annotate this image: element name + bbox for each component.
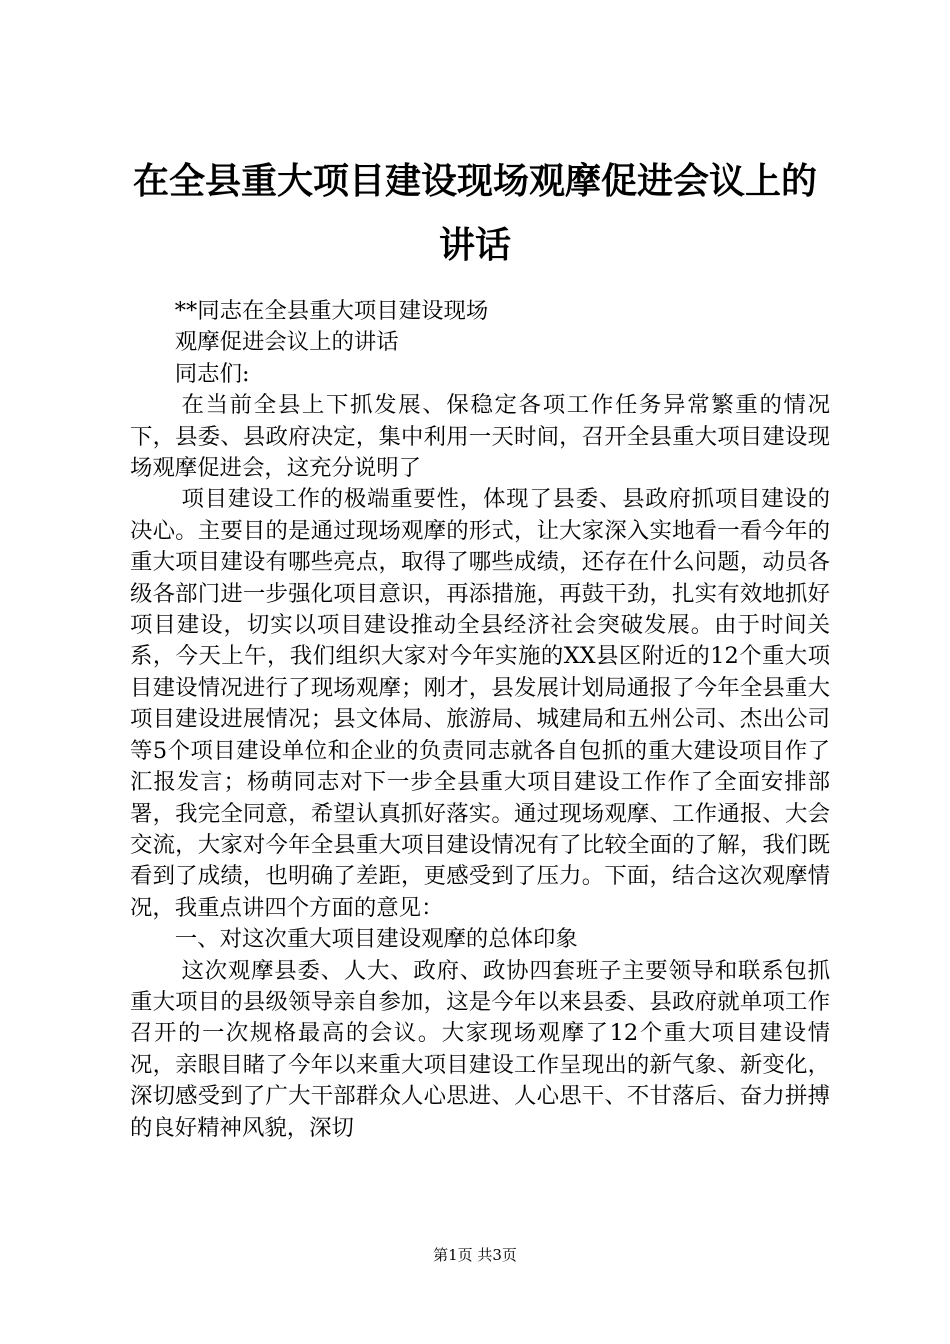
body-paragraph-intro: 在当前全县上下抓发展、保稳定各项工作任务异常繁重的情况下，县委、县政府决定，集中利用一天时间，召开全县重大项目建设现场观摩促进会，这充分说明了 [130,392,830,482]
salutation: 同志们: [174,360,250,387]
body-paragraph-impression: 这次观摩县委、人大、政府、政协四套班子主要领导和联系包抓重大项目的县级领导亲自参加，这是今年以来县委、县政府就单项工作召开的一次规格最高的会议。大家现场观摩了12个重大项目建设情况，亲眼目睹了今年以来重大项目建设工作呈现出的新气象、新变化，深切感受到了广大干部群众人心思进、人心思干、不甘落后、奋力拼搏的良好精神风貌，深切 [130,957,830,1141]
body-paragraph-purpose: 项目建设工作的极端重要性，体现了县委、县政府抓项目建设的决心。主要目的是通过现场观摩的形式，让大家深入实地看一看今年的重大项目建设有哪些亮点，取得了哪些成绩，还存在什么问题，动员各级各部门进一步强化项目意识，再添措施，再鼓干劲，扎实有效地抓好项目建设，切实以项目建设推动全县经济社会突破发展。由于时间关系，今天上午，我们组织大家对今年实施的XX县区附近的12个重大项目建设情况进行了现场观摩；刚才，县发展计划局通报了今年全县重大项目建设进展情况；县文体局、旅游局、城建局和五州公司、杰出公司等5个项目建设单位和企业的负责同志就各自包抓的重大建设项目作了汇报发言；杨萌同志对下一步全县重大项目建设工作作了全面安排部署，我完全同意，希望认真抓好落实。通过现场观摩、工作通报、大会交流，大家对今年全县重大项目建设情况有了比较全面的了解，我们既看到了成绩，也明确了差距，更感受到了压力。下面，结合这次观摩情况，我重点讲四个方面的意见： [130,486,830,921]
section-heading-1: 一、对这次重大项目建设观摩的总体印象 [174,926,578,953]
speaker-heading-line1: **同志在全县重大项目建设现场 [174,298,489,324]
speaker-heading-line2: 观摩促进会议上的讲话 [174,329,399,356]
document-body [130,296,830,1144]
document-title: 在全县重大项目建设现场观摩促进会议上的讲话 [132,161,817,266]
page-number: 第1页 共3页 [433,1246,517,1264]
